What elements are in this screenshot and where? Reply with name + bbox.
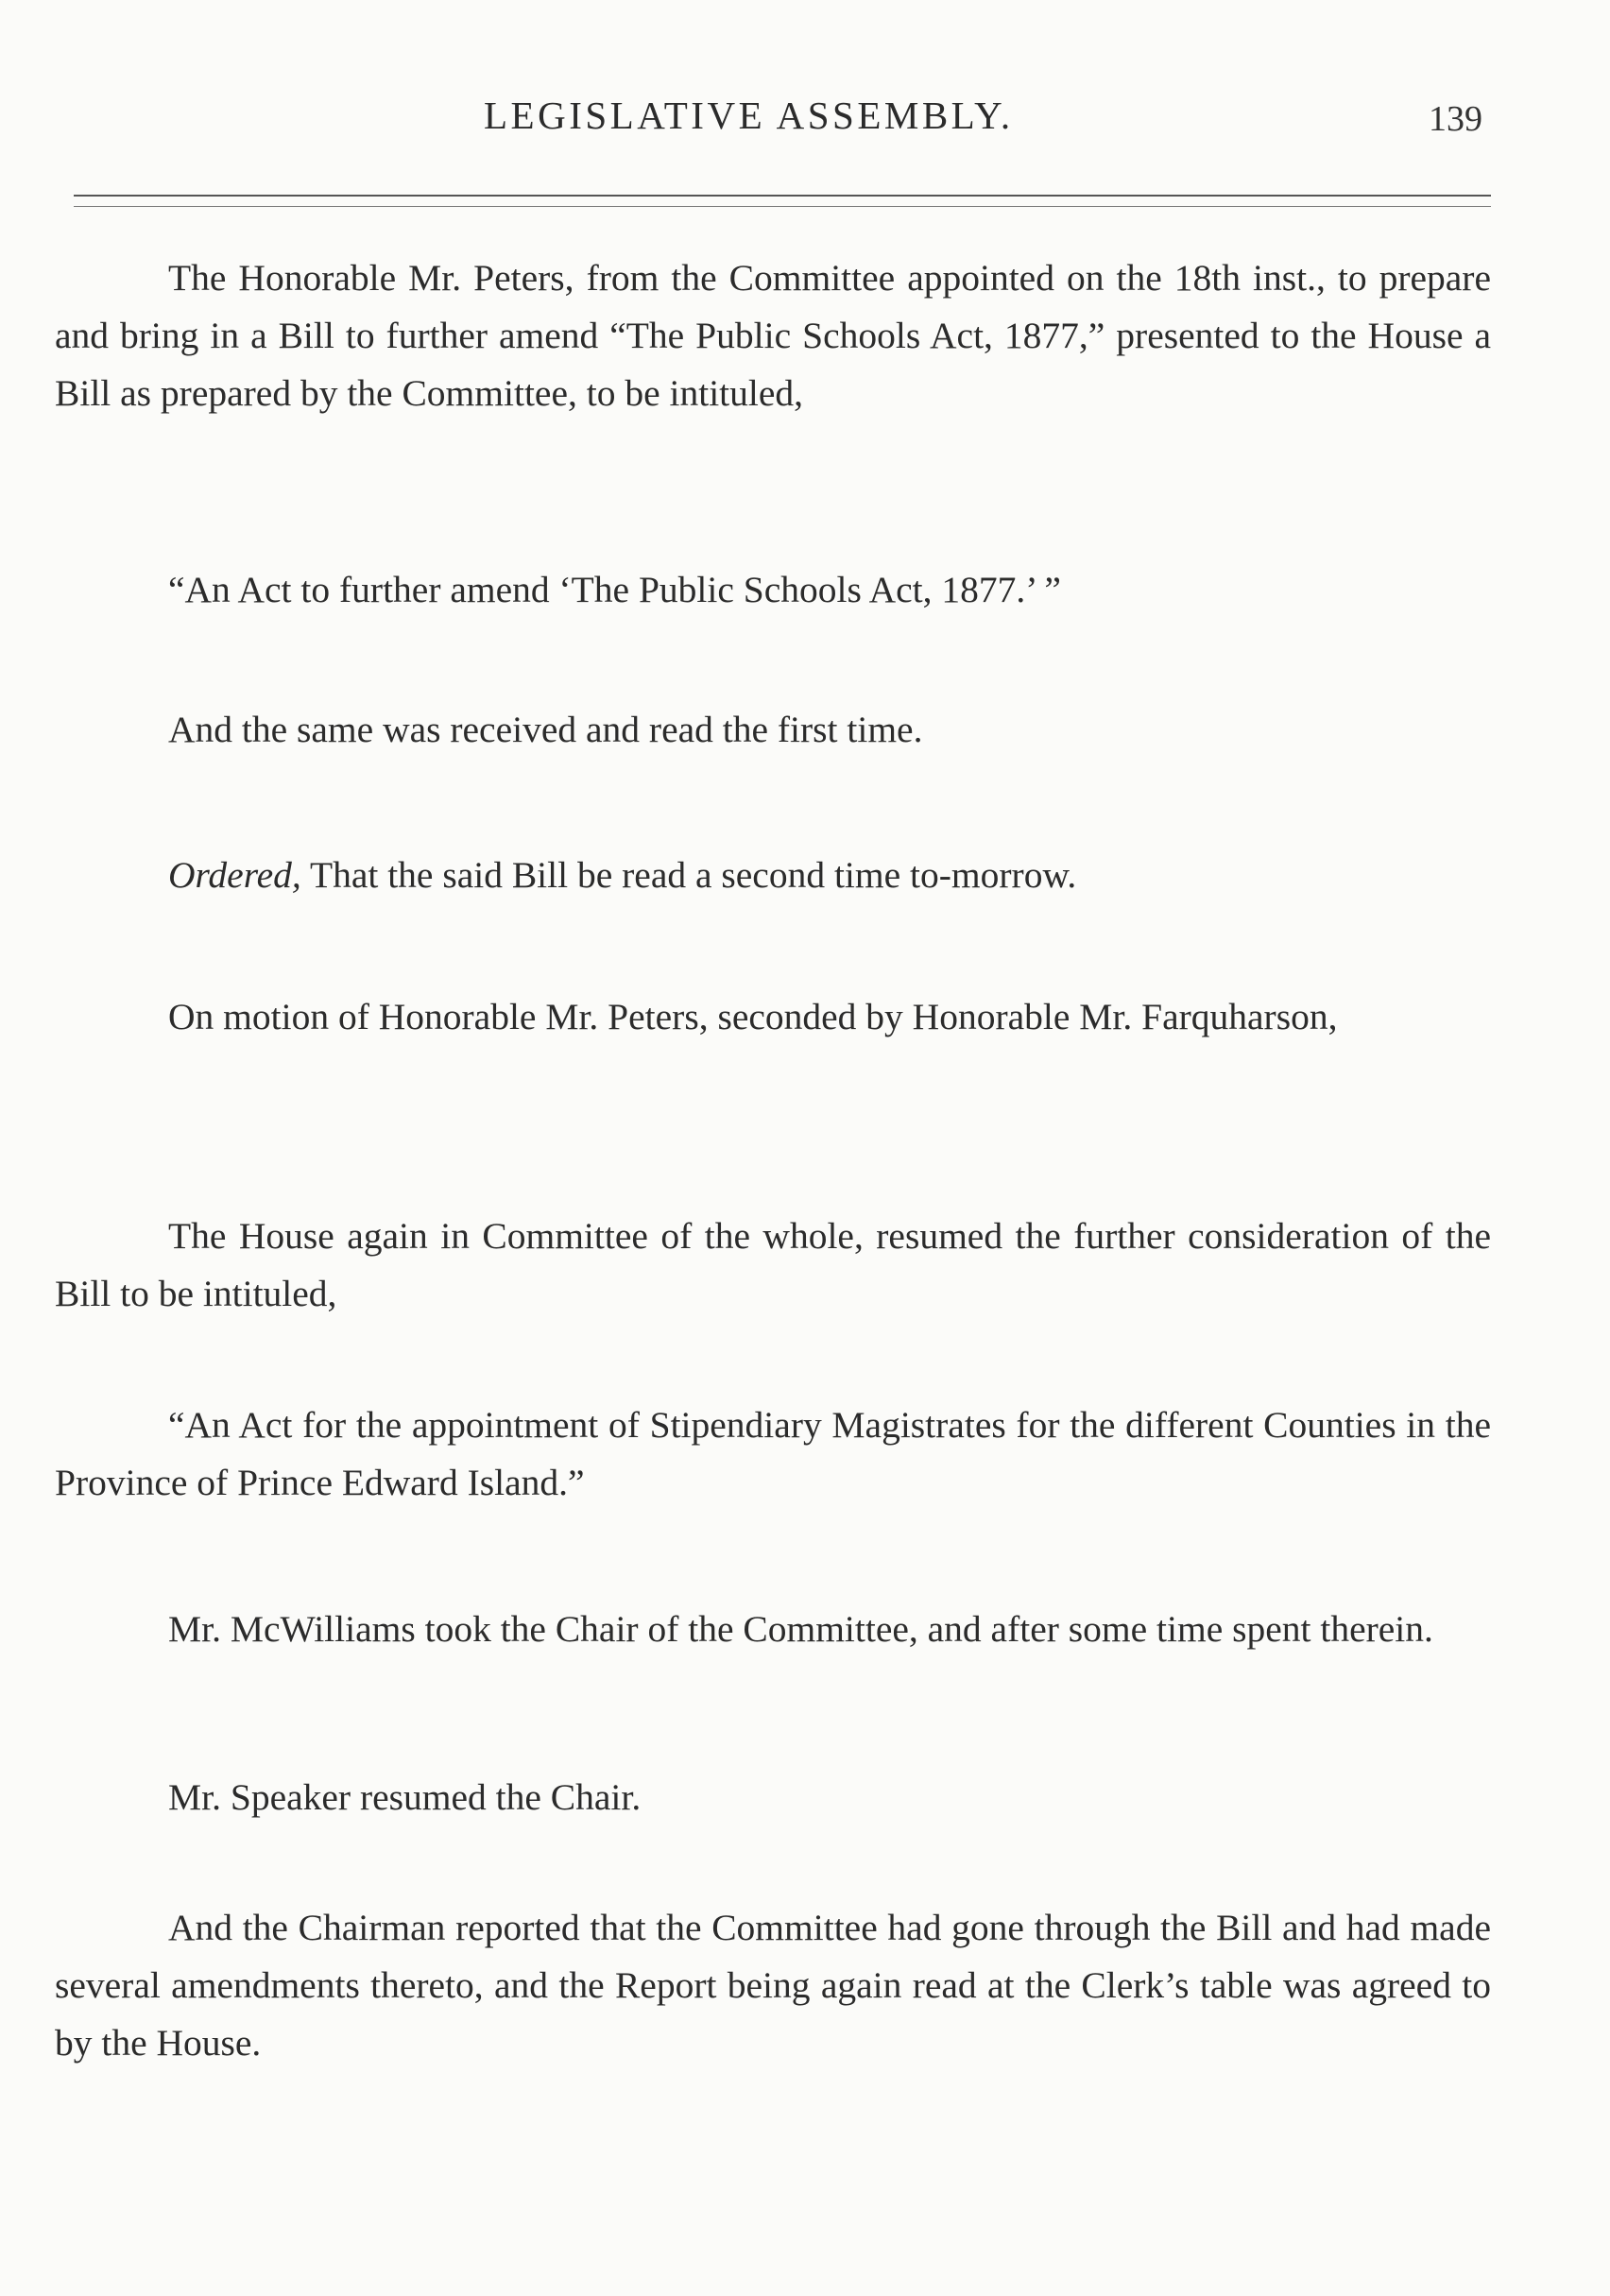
paragraph-committee-resumed: The House again in Committee of the whole, resumed the further consideration of the Bill to be intituled, — [55, 1215, 1491, 1314]
running-head — [0, 93, 1610, 149]
paragraph-chair-taken: Mr. McWilliams took the Chair of the Committee, and after some time spent therein. — [168, 1608, 1433, 1650]
paragraph-speaker-resumed: Mr. Speaker resumed the Chair. — [168, 1776, 642, 1818]
ordered-italic-word: Ordered, — [168, 854, 301, 896]
quoted-bill-title-schools: “An Act to further amend ‘The Public Schools Act, 1877.’ ” — [168, 569, 1061, 610]
page-number: 139 — [1429, 99, 1482, 139]
ordered-rest-text: That the said Bill be read a second time to-morrow. — [300, 854, 1077, 896]
paragraph-first-reading: And the same was received and read the first time. — [168, 709, 923, 750]
header-rule-top — [74, 195, 1491, 197]
paragraph-bill-presented: The Honorable Mr. Peters, from the Committee appointed on the 18th inst., to prepare and bring in a Bill to further amend “The Public Schools Act, 1877,” presented to the House a Bill as prepared by the Committee, to be intituled, — [55, 257, 1491, 414]
running-head-title: LEGISLATIVE ASSEMBLY. — [484, 94, 1014, 137]
paragraph-chairman-report: And the Chairman reported that the Committee had gone through the Bill and had made several amendments thereto, and the Report being again read at the Clerk’s table was agreed to by the House. — [55, 1907, 1491, 2064]
paragraph-ordered — [168, 847, 1491, 904]
paragraph-motion: On motion of Honorable Mr. Peters, seconded by Honorable Mr. Farquharson, — [168, 996, 1338, 1037]
quoted-bill-title-magistrates: “An Act for the appointment of Stipendiary Magistrates for the different Counties in the Province of Prince Edward Island.” — [55, 1404, 1491, 1503]
header-rule-bottom — [74, 206, 1491, 207]
